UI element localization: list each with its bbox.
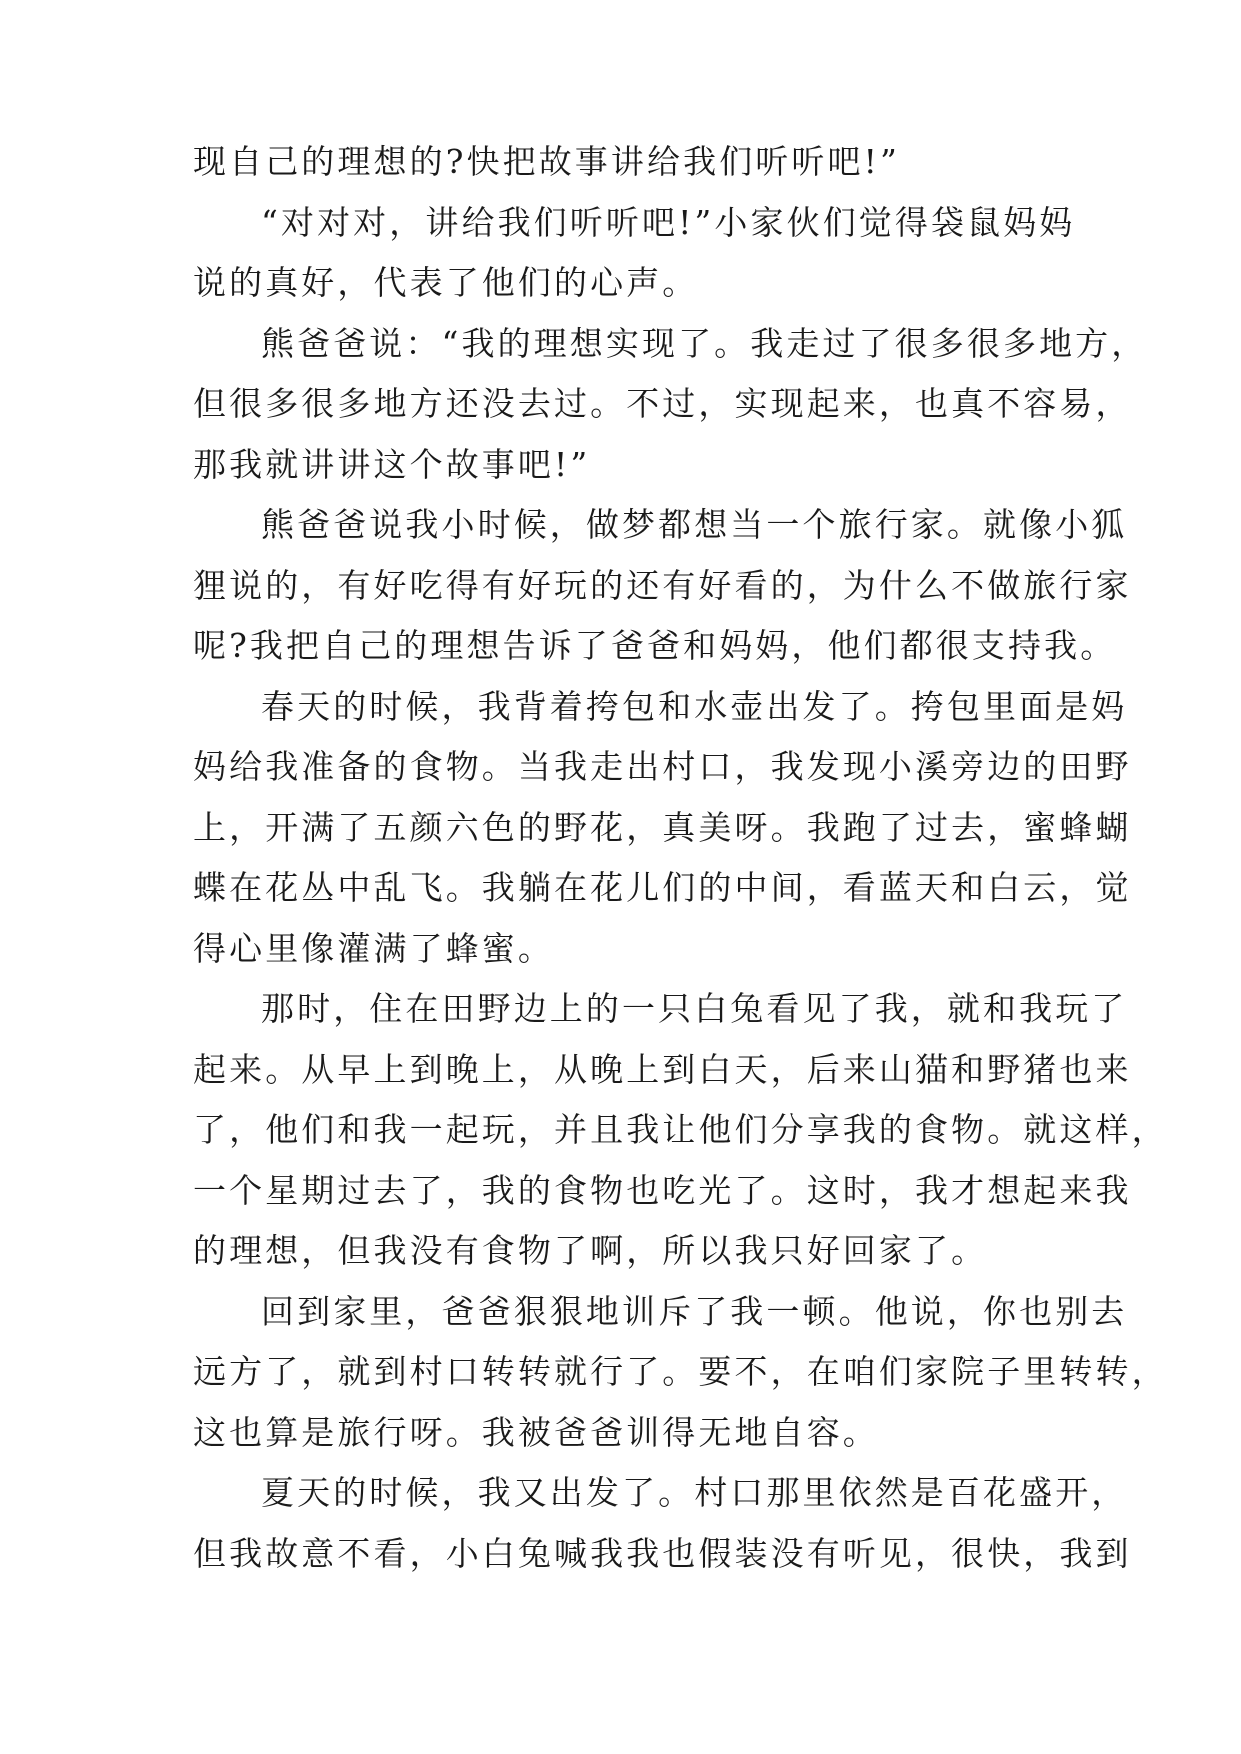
text-line: 现自己的理想的?快把故事讲给我们听听吧!”	[193, 142, 900, 181]
text-line: 说的真好，代表了他们的心声。	[193, 263, 699, 302]
text-line: 呢?我把自己的理想告诉了爸爸和妈妈，他们都很支持我。	[193, 626, 1117, 665]
text-line: 起来。从早上到晚上，从晚上到白天，后来山猫和野猪也来	[193, 1049, 1132, 1089]
text-line: 但我故意不看，小白兔喊我我也假装没有听见，很快，我到	[193, 1533, 1132, 1573]
story-text	[193, 132, 1168, 1584]
text-line: 一个星期过去了，我的食物也吃光了。这时，我才想起来我	[193, 1170, 1132, 1210]
text-line: 得心里像灌满了蜂蜜。	[193, 928, 554, 968]
text-line: 的理想，但我没有食物了啊，所以我只好回家了。	[193, 1231, 988, 1270]
text-line: 熊爸爸说我小时候，做梦都想当一个旅行家。就像小狐	[261, 505, 1128, 544]
text-line: 妈给我准备的食物。当我走出村口，我发现小溪旁边的田野	[193, 747, 1132, 786]
text-line: 回到家里，爸爸狠狠地训斥了我一顿。他说，你也别去	[261, 1291, 1128, 1331]
text-line: 狸说的，有好吃得有好玩的还有好看的，为什么不做旅行家	[193, 565, 1132, 605]
text-line: 但很多很多地方还没去过。不过，实现起来，也真不容易，	[193, 384, 1132, 423]
text-line: 了，他们和我一起玩，并且我让他们分享我的食物。就这样，	[193, 1110, 1168, 1149]
text-line: 那时，住在田野边上的一只白兔看见了我，就和我玩了	[261, 989, 1128, 1028]
text-line: 远方了，就到村口转转就行了。要不，在咱们家院子里转转，	[193, 1352, 1168, 1391]
text-line: 夏天的时候，我又出发了。村口那里依然是百花盛开，	[261, 1473, 1128, 1512]
text-line: 那我就讲讲这个故事吧!”	[193, 444, 591, 484]
text-line: “对对对，讲给我们听听吧!”小家伙们觉得袋鼠妈妈	[261, 202, 1076, 242]
text-line: 熊爸爸说：“我的理想实现了。我走过了很多很多地方，	[261, 323, 1148, 363]
text-line: 蝶在花丛中乱飞。我躺在花儿们的中间，看蓝天和白云，觉	[193, 868, 1132, 907]
text-line: 上，开满了五颜六色的野花，真美呀。我跑了过去，蜜蜂蝴	[193, 807, 1132, 847]
text-line: 这也算是旅行呀。我被爸爸训得无地自容。	[193, 1412, 879, 1452]
text-line: 春天的时候，我背着挎包和水壶出发了。挎包里面是妈	[261, 686, 1128, 726]
